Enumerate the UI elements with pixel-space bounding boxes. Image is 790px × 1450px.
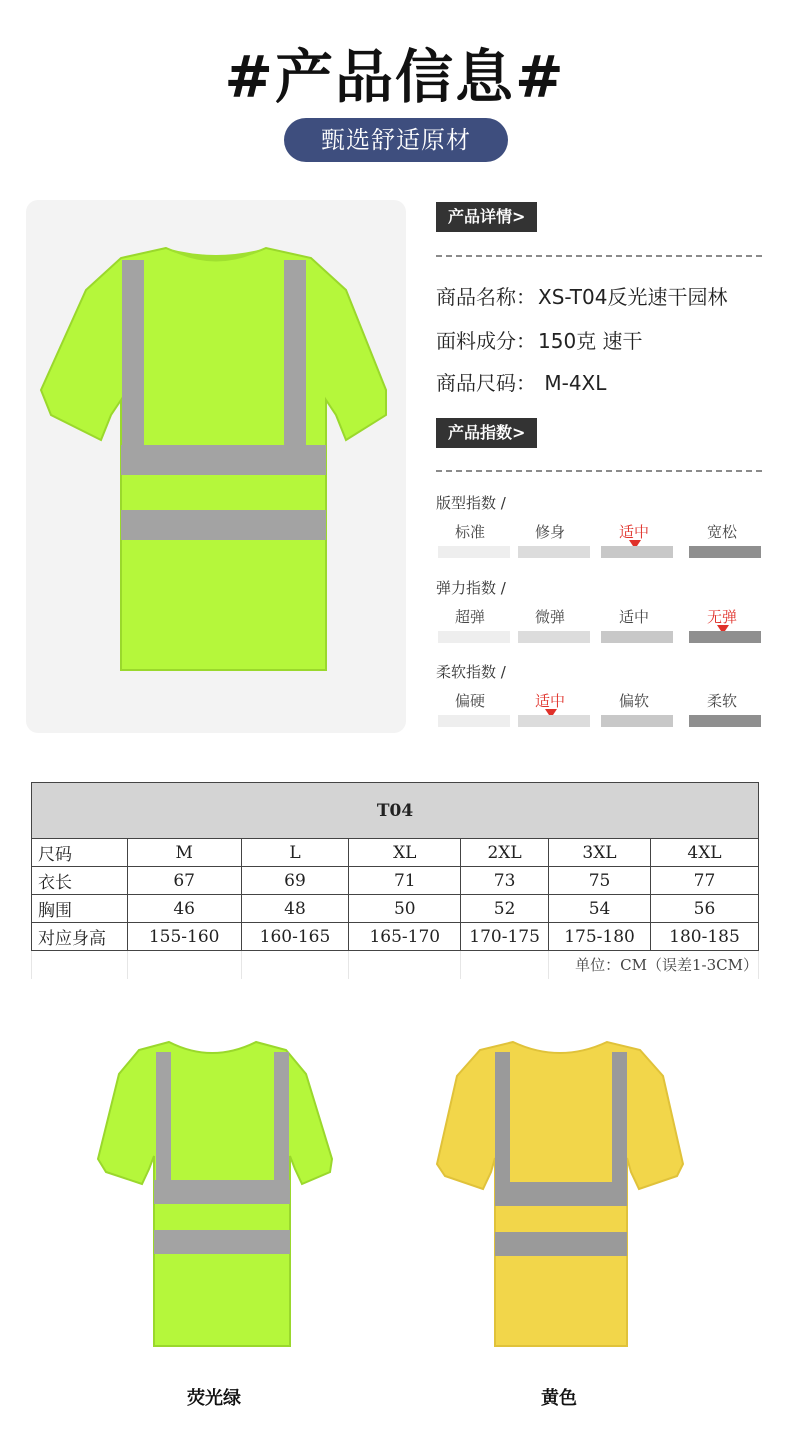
table-cell: 71	[349, 867, 461, 895]
table-cell: 170-175	[461, 923, 549, 951]
yellow-variant-image	[435, 1034, 685, 1354]
table-cell: 54	[549, 895, 651, 923]
product-photo	[26, 200, 406, 733]
subtitle-badge: 甄选舒适原材	[284, 118, 508, 162]
size-table-title: T04	[32, 783, 759, 839]
table-note-row	[32, 951, 759, 979]
empty-cell	[349, 951, 461, 979]
fit-option-selected: 适中	[618, 523, 649, 541]
softness-bar	[518, 715, 590, 727]
fit-option: 宽松	[706, 523, 737, 541]
empty-cell	[241, 951, 349, 979]
table-header-cell: 4XL	[650, 839, 758, 867]
softness-index-title: 柔软指数 /	[436, 663, 506, 681]
empty-cell	[127, 951, 241, 979]
size-table	[31, 782, 759, 979]
stretch-bar	[438, 631, 510, 643]
stretch-bar	[689, 631, 761, 643]
table-cell: 69	[241, 867, 349, 895]
details-tag: 产品详情>	[436, 202, 537, 232]
fit-index-title: 版型指数 /	[436, 494, 506, 512]
table-cell: 胸围	[32, 895, 128, 923]
table-cell: 50	[349, 895, 461, 923]
table-header-cell: 尺码	[32, 839, 128, 867]
stretch-bar	[601, 631, 673, 643]
green-variant-image	[94, 1024, 334, 1354]
table-header-cell: 3XL	[549, 839, 651, 867]
softness-bar	[689, 715, 761, 727]
product-name-label: 商品名称：	[436, 285, 536, 309]
size-range-value: M-4XL	[538, 371, 607, 395]
yellow-variant-label: 黄色	[541, 1388, 577, 1409]
softness-bar	[601, 715, 673, 727]
fit-bar	[518, 546, 590, 558]
fabric-label: 面料成分：	[436, 329, 536, 353]
softness-option: 偏软	[618, 692, 649, 710]
fabric-line	[436, 325, 643, 354]
table-header-cell: M	[127, 839, 241, 867]
fit-bar	[601, 546, 673, 558]
table-cell: 52	[461, 895, 549, 923]
table-cell: 77	[650, 867, 758, 895]
table-cell: 155-160	[127, 923, 241, 951]
divider	[436, 470, 762, 472]
softness-option: 柔软	[706, 692, 737, 710]
indexes-tag: 产品指数>	[436, 418, 537, 448]
stretch-index-title: 弹力指数 /	[436, 579, 506, 597]
table-cell: 180-185	[650, 923, 758, 951]
size-range-line	[436, 367, 606, 396]
fit-option: 修身	[534, 523, 565, 541]
stretch-option: 超弹	[454, 608, 485, 626]
softness-option-selected: 适中	[534, 692, 565, 710]
green-variant-label: 荧光绿	[187, 1388, 241, 1409]
table-header-cell: XL	[349, 839, 461, 867]
fit-bar	[438, 546, 510, 558]
empty-cell	[461, 951, 549, 979]
size-range-label: 商品尺码：	[436, 371, 536, 395]
divider	[436, 255, 762, 257]
table-cell: 46	[127, 895, 241, 923]
table-cell: 160-165	[241, 923, 349, 951]
stretch-option: 适中	[618, 608, 649, 626]
table-row	[32, 923, 759, 951]
product-name-value: XS-T04反光速干园林	[538, 285, 728, 309]
stretch-bar	[518, 631, 590, 643]
green-tshirt-image	[26, 200, 406, 733]
fit-option: 标准	[454, 523, 485, 541]
table-cell: 73	[461, 867, 549, 895]
empty-cell	[32, 951, 128, 979]
table-cell: 对应身高	[32, 923, 128, 951]
table-cell: 75	[549, 867, 651, 895]
table-row	[32, 895, 759, 923]
table-cell: 56	[650, 895, 758, 923]
table-cell: 48	[241, 895, 349, 923]
fabric-value: 150克 速干	[538, 329, 643, 353]
stretch-option-selected: 无弹	[706, 608, 737, 626]
softness-option: 偏硬	[454, 692, 485, 710]
table-header-cell: 2XL	[461, 839, 549, 867]
page-title: #产品信息#	[224, 43, 566, 111]
stretch-option: 微弹	[534, 608, 565, 626]
table-cell: 67	[127, 867, 241, 895]
table-header-cell: L	[241, 839, 349, 867]
table-cell: 165-170	[349, 923, 461, 951]
table-cell: 175-180	[549, 923, 651, 951]
table-row	[32, 867, 759, 895]
fit-bar	[689, 546, 761, 558]
softness-bar	[438, 715, 510, 727]
table-cell: 衣长	[32, 867, 128, 895]
product-name-line	[436, 281, 727, 310]
unit-note: 单位：CM（误差1-3CM）	[549, 951, 759, 979]
